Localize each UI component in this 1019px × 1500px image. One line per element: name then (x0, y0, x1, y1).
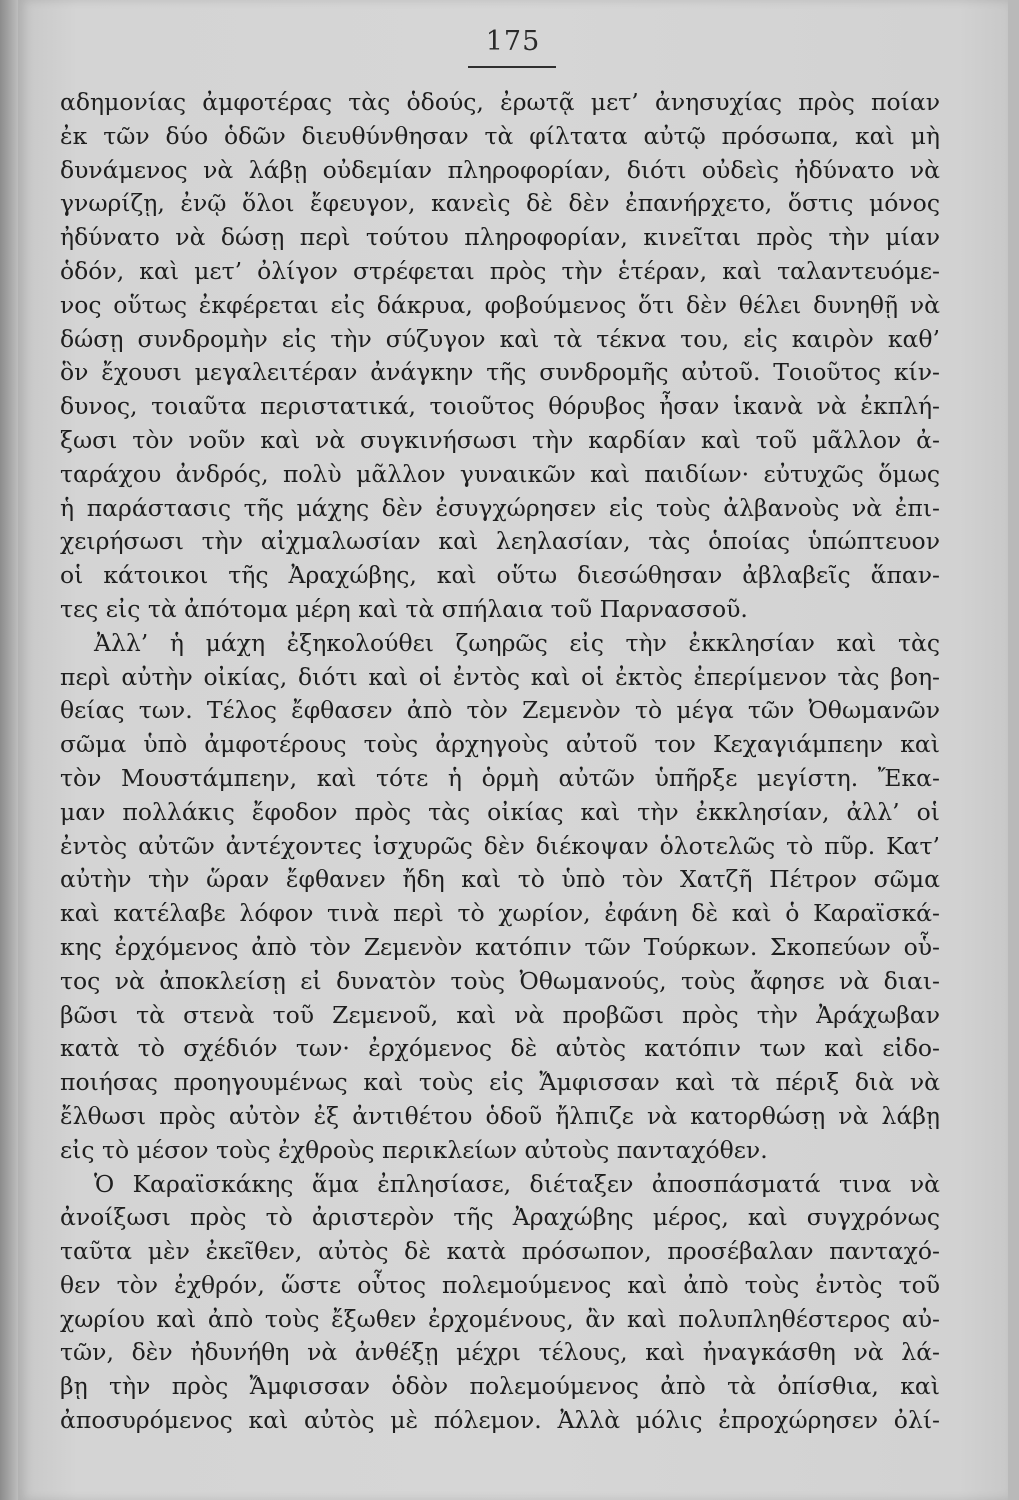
book-gutter-edge (0, 0, 18, 1500)
text-line: ἠδύνατο νὰ δώσῃ περὶ τούτου πληροφορίαν, κινεῖται πρὸς τὴν μίαν (60, 223, 940, 252)
text-line: βῃ τὴν πρὸς Ἄμφισσαν ὁδὸν πολεμούμενος ἀπὸ τὰ ὀπίσθια, καὶ (60, 1372, 940, 1401)
text-line: ἀνοίξωσι πρὸς τὸ ἀριστερὸν τῆς Ἀραχώβης μέρος, καὶ συγχρόνως (60, 1203, 940, 1232)
text-line: τῶν, δὲν ἠδυνήθη νὰ ἀνθέξῃ μέχρι τέλους, καὶ ἠναγκάσθη νὰ λά- (60, 1338, 940, 1367)
text-line: εἰς τὸ μέσον τοὺς ἐχθροὺς περικλείων αὐτοὺς πανταχόθεν. (60, 1135, 768, 1164)
text-line: αὐτὴν τὴν ὥραν ἔφθανεν ἤδη καὶ τὸ ὑπὸ τὸν Χατζῆ Πέτρον σῶμα (60, 865, 940, 894)
text-line: σῶμα ὑπὸ ἀμφοτέρους τοὺς ἀρχηγοὺς αὐτοῦ τον Κεχαγιάμπεην καὶ (60, 730, 940, 759)
text-line: οἱ κάτοικοι τῆς Ἀραχώβης, καὶ οὕτω διεσώθησαν ἀβλαβεῖς ἅπαν- (60, 561, 940, 590)
text-line: ἡ παράστασις τῆς μάχης δὲν ἐσυγχώρησεν εἰς τοὺς ἀλβανοὺς νὰ ἐπι- (60, 493, 940, 522)
text-line: ἀποσυρόμενος καὶ αὐτὸς μὲ πόλεμον. Ἀλλὰ μόλις ἐπροχώρησεν ὀλί- (60, 1406, 940, 1435)
text-line: κης ἐρχόμενος ἀπὸ τὸν Ζεμενὸν κατόπιν τῶν Τούρκων. Σκοπεύων οὗ- (60, 932, 940, 961)
text-line: Ὁ Καραϊσκάκης ἅμα ἐπλησίασε, διέταξεν ἀποσπάσματά τινα νὰ (94, 1169, 940, 1198)
text-line: ταράχου ἀνδρός, πολὺ μᾶλλον γυναικῶν καὶ παιδίων· εὐτυχῶς ὅμως (60, 459, 940, 488)
text-line: ἐντὸς αὐτῶν ἀντέχοντες ἰσχυρῶς δὲν διέκοψαν ὁλοτελῶς τὸ πῦρ. Κατ’ (60, 831, 940, 860)
text-line: μαν πολλάκις ἔφοδον πρὸς τὰς οἰκίας καὶ τὴν ἐκκλησίαν, ἀλλ’ οἱ (60, 797, 940, 826)
text-line: αδημονίας ἀμφοτέρας τὰς ὁδούς, ἐρωτᾷ μετ’ ἀνησυχίας πρὸς ποίαν (60, 88, 940, 116)
text-line: ξωσι τὸν νοῦν καὶ νὰ συγκινήσωσι τὴν καρδίαν καὶ τοῦ μᾶλλον ἀ- (60, 425, 940, 454)
text-line: ὃν ἔχουσι μεγαλειτέραν ἀνάγκην τῆς συνδρομῆς αὐτοῦ. Τοιοῦτος κίν- (60, 358, 940, 387)
text-line: ταῦτα μὲν ἐκεῖθεν, αὐτὸς δὲ κατὰ πρόσωπον, προσέβαλαν πανταχό- (60, 1237, 940, 1266)
page-number: 175 (485, 26, 541, 57)
text-line: ποιήσας προηγουμένως καὶ τοὺς εἰς Ἄμφισσαν καὶ τὰ πέριξ διὰ νὰ (60, 1068, 940, 1097)
text-line: ἔλθωσι πρὸς αὐτὸν ἐξ ἀντιθέτου ὁδοῦ ἤλπιζε νὰ κατορθώσῃ νὰ λάβῃ (60, 1101, 940, 1130)
text-line: χωρίου καὶ ἀπὸ τοὺς ἔξωθεν ἐρχομένους, ἂν καὶ πολυπληθέστερος αὐ- (60, 1304, 940, 1333)
text-line: θείας των. Τέλος ἔφθασεν ἀπὸ τὸν Ζεμενὸν τὸ μέγα τῶν Ὀθωμανῶν (60, 696, 940, 725)
text-line: Ἀλλ’ ἡ μάχη ἐξηκολούθει ζωηρῶς εἰς τὴν ἐκκλησίαν καὶ τὰς (94, 628, 940, 657)
text-line: βῶσι τὰ στενὰ τοῦ Ζεμενοῦ, καὶ νὰ προβῶσι πρὸς τὴν Ἀράχωβαν (60, 1000, 940, 1029)
text-line: κατὰ τὸ σχέδιόν των· ἐρχόμενος δὲ αὐτὸς κατόπιν των καὶ εἰδο- (60, 1034, 940, 1063)
page-number-underline (468, 66, 556, 68)
text-line: τος νὰ ἀποκλείσῃ εἰ δυνατὸν τοὺς Ὀθωμανούς, τοὺς ἄφησε νὰ διαι- (60, 966, 940, 995)
text-line: καὶ κατέλαβε λόφον τινὰ περὶ τὸ χωρίον, ἐφάνη δὲ καὶ ὁ Καραϊσκά- (60, 899, 940, 928)
text-line: ἐκ τῶν δύο ὁδῶν διευθύνθησαν τὰ φίλτατα αὐτῷ πρόσωπα, καὶ μὴ (60, 121, 940, 150)
text-line: τὸν Μουστάμπεην, καὶ τότε ἡ ὁρμὴ αὐτῶν ὑπῆρξε μεγίστη. Ἔκα- (60, 763, 940, 792)
text-line: νος οὕτως ἐκφέρεται εἰς δάκρυα, φοβούμενος ὅτι δὲν θέλει δυνηθῇ νὰ (60, 290, 940, 319)
text-line: χειρήσωσι τὴν αἰχμαλωσίαν καὶ λεηλασίαν, τὰς ὁποίας ὑπώπτευον (60, 527, 940, 556)
text-line: δώσῃ συνδρομὴν εἰς τὴν σύζυγον καὶ τὰ τέκνα του, εἰς καιρὸν καθ’ (60, 324, 940, 353)
text-line: περὶ αὐτὴν οἰκίας, διότι καὶ οἱ ἐντὸς καὶ οἱ ἐκτὸς ἐπερίμενον τὰς βοη- (60, 662, 940, 691)
text-line: γνωρίζῃ, ἐνῷ ὅλοι ἔφευγον, κανεὶς δὲ δὲν ἐπανήρχετο, ὅστις μόνος (60, 189, 940, 218)
text-line: δυνος, τοιαῦτα περιστατικά, τοιοῦτος θόρυβος ἦσαν ἱκανὰ νὰ ἐκπλή- (60, 392, 940, 421)
body-text (60, 86, 940, 1438)
text-line: δυνάμενος νὰ λάβῃ οὐδεμίαν πληροφορίαν, διότι οὐδεὶς ἠδύνατο νὰ (60, 155, 940, 184)
text-line: τες εἰς τὰ ἀπότομα μέρη καὶ τὰ σπήλαια τοῦ Παρνασσοῦ. (60, 594, 748, 623)
text-line: ὁδόν, καὶ μετ’ ὀλίγον στρέφεται πρὸς τὴν ἑτέραν, καὶ ταλαντευόμε- (60, 256, 940, 285)
text-line: θεν τὸν ἐχθρόν, ὥστε οὗτος πολεμούμενος καὶ ἀπὸ τοὺς ἐντὸς τοῦ (60, 1270, 940, 1299)
